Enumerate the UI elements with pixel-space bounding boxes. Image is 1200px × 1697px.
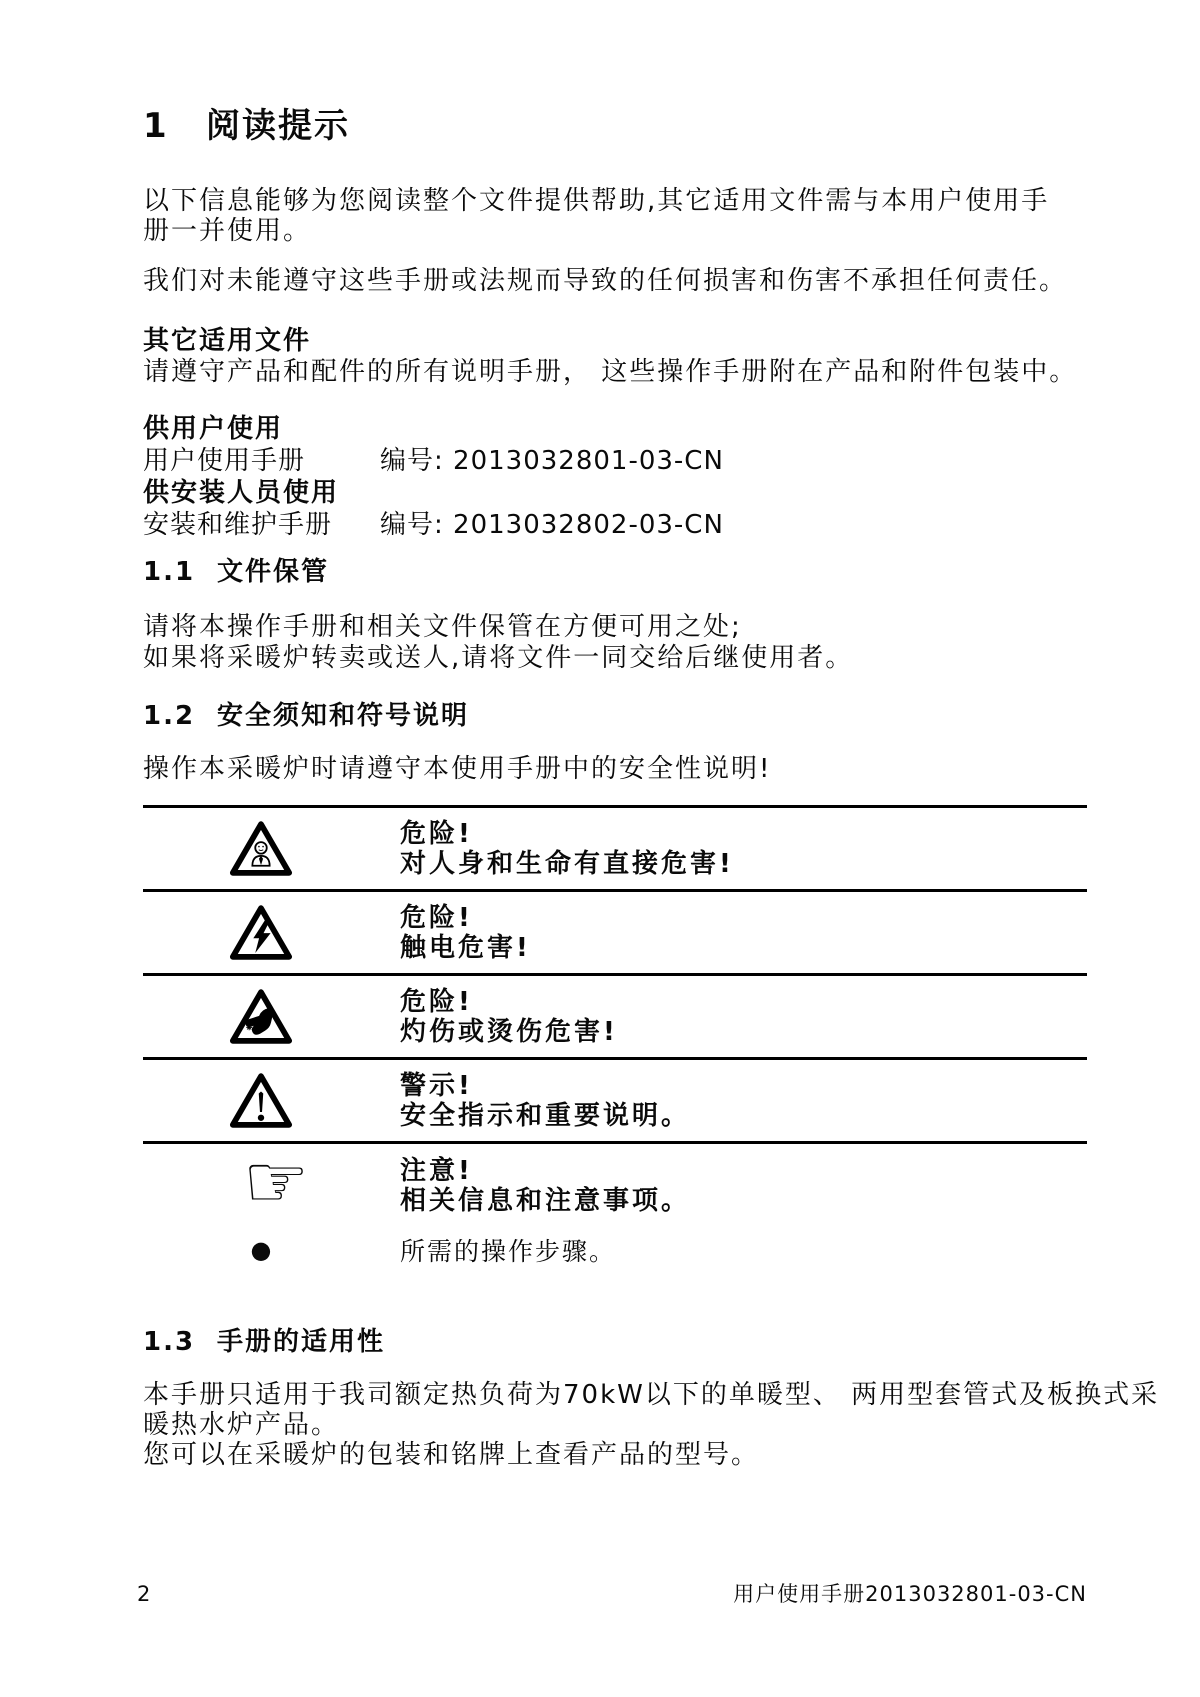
text-line: 册一并使用。: [143, 216, 312, 246]
text-line: 请将本操作手册和相关文件保管在方便可用之处;: [143, 612, 742, 642]
section-1-2-intro: [143, 754, 771, 784]
user-manual-name: 用户使用手册: [143, 446, 306, 476]
warning-text: [400, 819, 734, 879]
section-1-1-heading: [143, 556, 329, 588]
intro-paragraph-2: [143, 266, 1067, 296]
section-title: 手册的适用性: [217, 1327, 386, 1357]
section-number: 1.3: [143, 1327, 196, 1357]
step-legend-text: 所需的操作步骤。: [400, 1237, 617, 1266]
page-footer: [137, 1578, 1087, 1608]
warning-text: [400, 987, 618, 1047]
text-line: 本手册只适用于我司额定热负荷为70kW以下的单暖型、 两用型套管式及板换式采: [143, 1380, 1160, 1410]
section-title: 文件保管: [217, 557, 330, 587]
warning-description: 对人身和生命有直接危害!: [400, 848, 734, 879]
page-content: [143, 0, 1160, 1697]
other-documents-heading: 其它适用文件: [143, 326, 312, 356]
chapter-number: 1: [143, 106, 169, 146]
intro-paragraph-1: [143, 186, 1049, 246]
text-line: 您可以在采暖炉的包装和铭牌上查看产品的型号。: [143, 1440, 760, 1470]
warning-title: 危险!: [400, 818, 473, 849]
warning-description: 触电危害!: [400, 932, 531, 963]
pointing-hand-icon: ☞: [242, 1139, 310, 1225]
warning-title: 警示!: [400, 1070, 473, 1101]
installer-manual-name: 安装和维护手册: [143, 510, 333, 540]
text-line: 以下信息能够为您阅读整个文件提供帮助,其它适用文件需与本用户使用手: [143, 186, 1050, 216]
warning-row-important-note: [143, 1060, 1087, 1144]
section-1-3-body: [143, 1380, 1159, 1470]
warning-title: 危险!: [400, 986, 473, 1017]
warning-title: 危险!: [400, 902, 473, 933]
document-list: [143, 414, 724, 542]
section-1-1-body: [143, 612, 853, 674]
text-line: 我们对未能遵守这些手册或法规而导致的任何损害和伤害不承担任何责任。: [143, 266, 1068, 296]
exclamation-triangle-icon: [228, 1072, 294, 1129]
section-title: 安全须知和符号说明: [217, 701, 470, 731]
warning-description: 相关信息和注意事项。: [400, 1186, 691, 1216]
section-1-2-heading: [143, 700, 469, 732]
installer-manual-row: [143, 509, 724, 542]
electric-shock-triangle-icon: [228, 904, 294, 961]
warning-text: [400, 903, 531, 963]
step-bullet-icon: ●: [250, 1236, 272, 1264]
other-documents-block: [143, 326, 1077, 388]
text-line: 暖热水炉产品。: [143, 1410, 340, 1440]
chapter-heading: [143, 106, 350, 146]
user-manual-number: 编号: 2013032801-03-CN: [380, 446, 724, 476]
for-installer-heading: 供安装人员使用: [143, 478, 340, 508]
warning-description: 灼伤或烫伤危害!: [400, 1016, 618, 1047]
warning-title: 注意!: [400, 1156, 473, 1186]
installer-manual-number: 编号: 2013032802-03-CN: [380, 510, 724, 540]
text-line: 操作本采暖炉时请遵守本使用手册中的安全性说明!: [143, 754, 772, 784]
warning-text: [400, 1071, 690, 1131]
person-hazard-triangle-icon: [228, 820, 294, 877]
text-line: 如果将采暖炉转卖或送人,请将文件一同交给后继使用者。: [143, 643, 854, 673]
chapter-title: 阅读提示: [206, 106, 350, 146]
footer-document-reference: 用户使用手册2013032801-03-CN: [733, 1582, 1087, 1606]
user-manual-row: [143, 445, 724, 478]
warning-text: [400, 1156, 690, 1216]
operation-step-legend: [143, 1232, 1087, 1268]
page-number: 2: [137, 1582, 151, 1606]
section-number: 1.1: [143, 557, 196, 587]
section-number: 1.2: [143, 701, 196, 731]
warning-row-personal-danger: [143, 808, 1087, 892]
warning-description: 安全指示和重要说明。: [400, 1100, 691, 1131]
burn-hazard-triangle-icon: [228, 988, 294, 1045]
other-documents-body: 请遵守产品和配件的所有说明手册， 这些操作手册附在产品和附件包装中。: [143, 357, 1078, 387]
warning-row-electric-shock: [143, 892, 1087, 976]
warning-row-attention: [143, 1139, 1087, 1228]
safety-symbols-table: [143, 805, 1087, 1228]
section-1-3-heading: [143, 1326, 385, 1358]
for-user-heading: 供用户使用: [143, 414, 284, 444]
warning-row-burn-hazard: [143, 976, 1087, 1060]
